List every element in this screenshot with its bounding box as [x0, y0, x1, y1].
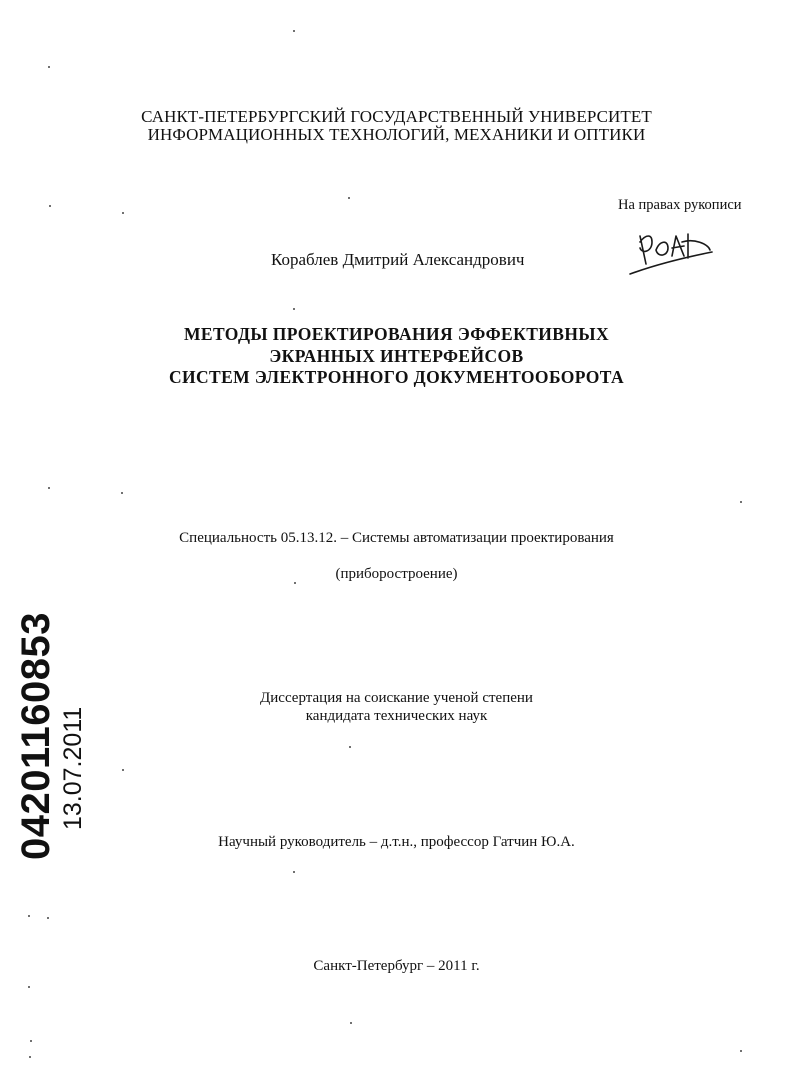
- scan-speck: [30, 1040, 32, 1042]
- scan-speck: [293, 30, 295, 32]
- scan-speck: [122, 212, 124, 214]
- scan-speck: [350, 1022, 352, 1024]
- scan-speck: [740, 501, 742, 503]
- signature-icon: [622, 212, 722, 282]
- stamp-date: 13.07.2011: [59, 706, 87, 830]
- scan-speck: [48, 66, 50, 68]
- scan-speck: [293, 871, 295, 873]
- degree-line-1: Диссертация на соискание ученой степени: [260, 690, 533, 706]
- scan-speck: [28, 915, 30, 917]
- stamp-number: 04201160853: [14, 612, 58, 860]
- scan-speck: [49, 205, 51, 207]
- author-name: Кораблев Дмитрий Александрович: [271, 250, 525, 269]
- university-line-1: САНКТ-ПЕТЕРБУРГСКИЙ ГОСУДАРСТВЕННЫЙ УНИВЕРСИТЕТ: [141, 107, 652, 126]
- scan-speck: [48, 487, 50, 489]
- scan-speck: [122, 769, 124, 771]
- scan-speck: [121, 492, 123, 494]
- degree-line-2: кандидата технических наук: [305, 708, 488, 724]
- scan-speck: [349, 746, 351, 748]
- title-line-1: МЕТОДЫ ПРОЕКТИРОВАНИЯ ЭФФЕКТИВНЫХ: [183, 324, 610, 344]
- title-line-2: ЭКРАННЫХ ИНТЕРФЕЙСОВ: [269, 346, 524, 366]
- scan-speck: [740, 1050, 742, 1052]
- place-year: Санкт-Петербург – 2011 г.: [313, 958, 480, 974]
- specialty-line-1: Специальность 05.13.12. – Системы автоматизации проектирования: [179, 530, 614, 546]
- university-line-2: ИНФОРМАЦИОННЫХ ТЕХНОЛОГИЙ, МЕХАНИКИ И ОПТИКИ: [147, 125, 646, 144]
- scan-speck: [294, 582, 296, 584]
- scan-speck: [348, 197, 350, 199]
- scan-speck: [29, 1056, 31, 1058]
- library-stamp: [14, 612, 88, 860]
- scan-speck: [47, 917, 49, 919]
- scan-speck: [28, 986, 30, 988]
- supervisor: Научный руководитель – д.т.н., профессор Гатчин Ю.А.: [218, 834, 575, 850]
- scan-speck: [293, 308, 295, 310]
- specialty-line-2: (приборостроение): [335, 566, 458, 582]
- manuscript-rights-note: На правах рукописи: [618, 197, 742, 213]
- title-line-3: СИСТЕМ ЭЛЕКТРОННОГО ДОКУМЕНТООБОРОТА: [168, 367, 625, 387]
